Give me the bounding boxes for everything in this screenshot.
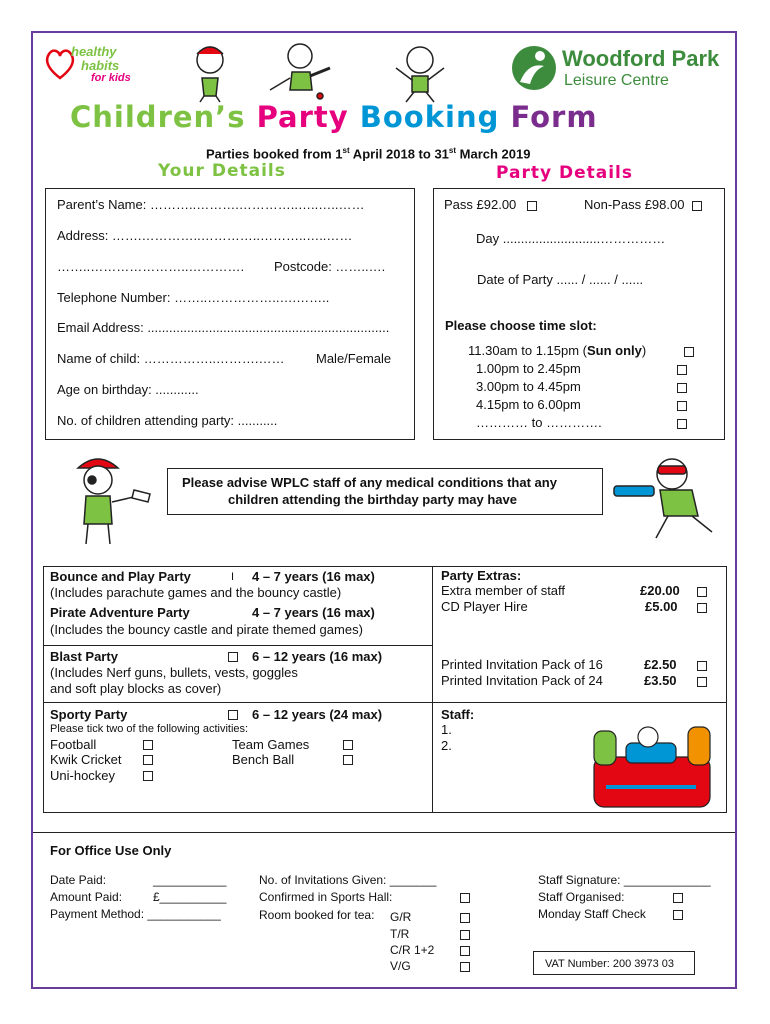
time-slot-2[interactable]: 1.00pm to 2.45pm xyxy=(476,361,581,376)
activity-bench-ball[interactable]: Bench Ball xyxy=(232,752,295,767)
staff-line-1[interactable]: 1. xyxy=(441,722,452,737)
invite-24-label: Printed Invitation Pack of 24 xyxy=(441,673,603,688)
room-vg: V/G xyxy=(390,959,411,973)
parent-name-field[interactable]: Parent’s Name: ………..……….…………..…..…..…… xyxy=(57,197,365,212)
date-paid-label: Date Paid: xyxy=(50,873,107,887)
payment-method-field[interactable]: Payment Method: ___________ xyxy=(50,907,221,921)
time-slot-1[interactable]: 11.30am to 1.15pm (Sun only) xyxy=(468,343,647,358)
invite-16-label: Printed Invitation Pack of 16 xyxy=(441,657,603,672)
bounce-party-mark[interactable]: I xyxy=(231,571,235,583)
staff-organised-label: Staff Organised: xyxy=(538,890,625,904)
blast-party-ages: 6 – 12 years (16 max) xyxy=(252,649,383,664)
activity-kwik-cricket[interactable]: Kwik Cricket xyxy=(50,752,122,767)
time-slot-5[interactable]: ………… to …………. xyxy=(476,415,602,430)
pass-option[interactable]: Pass £92.00 xyxy=(444,197,537,213)
age-field[interactable]: Age on birthday: ............ xyxy=(57,382,199,397)
invite-16-price: £2.50 xyxy=(644,657,677,672)
your-details-heading: Your Details xyxy=(158,161,286,181)
non-pass-checkbox[interactable] xyxy=(692,201,702,211)
blast-party-desc1: (Includes Nerf guns, bullets, vests, goggles xyxy=(50,665,298,680)
sports-hall-label: Confirmed in Sports Hall: xyxy=(259,890,393,904)
monday-check-checkbox[interactable] xyxy=(673,910,683,920)
time-slot-heading: Please choose time slot: xyxy=(445,318,597,333)
room-tr-checkbox[interactable] xyxy=(460,930,470,940)
amount-paid-field[interactable]: £__________ xyxy=(153,890,227,904)
extra-staff-checkbox[interactable] xyxy=(697,587,707,597)
child-name-field[interactable]: Name of child: ……………..……….…… xyxy=(57,351,285,366)
bounce-party-ages: 4 – 7 years (16 max) xyxy=(252,569,375,584)
pirate-party-ages: 4 – 7 years (16 max) xyxy=(252,605,375,620)
page-title: Children’s Party Booking Form xyxy=(70,100,598,134)
room-cr-checkbox[interactable] xyxy=(460,946,470,956)
room-tr: T/R xyxy=(390,927,410,941)
monday-check-label: Monday Staff Check xyxy=(538,907,646,921)
uni-hockey-checkbox[interactable] xyxy=(143,771,153,781)
party-details-heading: Party Details xyxy=(496,163,633,183)
date-field[interactable]: Date of Party ...... / ...... / ...... xyxy=(477,272,644,287)
activity-football[interactable]: Football xyxy=(50,737,97,752)
room-vg-checkbox[interactable] xyxy=(460,962,470,972)
time-slot-3-checkbox[interactable] xyxy=(677,383,687,393)
bench-ball-checkbox[interactable] xyxy=(343,755,353,765)
non-pass-option[interactable]: Non-Pass £98.00 xyxy=(584,197,702,213)
room-tea-label: Room booked for tea: xyxy=(259,908,375,922)
address-line2-field[interactable]: ……..…………………..…………. xyxy=(57,259,245,274)
extra-staff-price: £20.00 xyxy=(640,583,680,598)
pirate-party-name: Pirate Adventure Party xyxy=(50,605,190,620)
time-slot-3[interactable]: 3.00pm to 4.45pm xyxy=(476,379,581,394)
staff-signature-field[interactable]: Staff Signature: _____________ xyxy=(538,873,711,887)
sporty-party-ages: 6 – 12 years (24 max) xyxy=(252,707,383,722)
cartoon-kids-illustration xyxy=(170,38,480,104)
bounce-party-name: Bounce and Play Party xyxy=(50,569,191,584)
extras-heading: Party Extras: xyxy=(441,568,522,583)
leisure-centre-icon xyxy=(510,44,558,92)
extra-staff-label: Extra member of staff xyxy=(441,583,566,598)
time-slot-4-checkbox[interactable] xyxy=(677,401,687,411)
children-attending-field[interactable]: No. of children attending party: ........... xyxy=(57,413,278,428)
sporty-party-name: Sporty Party xyxy=(50,707,128,722)
office-heading: For Office Use Only xyxy=(50,843,172,858)
invitations-given-field[interactable]: No. of Invitations Given: _______ xyxy=(259,873,437,887)
row-divider xyxy=(43,645,433,646)
kwik-cricket-checkbox[interactable] xyxy=(143,755,153,765)
sporty-instructions: Please tick two of the following activities: xyxy=(50,723,249,735)
room-gr-checkbox[interactable] xyxy=(460,913,470,923)
invite-16-checkbox[interactable] xyxy=(697,661,707,671)
cd-player-price: £5.00 xyxy=(645,599,678,614)
cd-player-label: CD Player Hire xyxy=(441,599,528,614)
gender-field[interactable]: Male/Female xyxy=(316,351,392,366)
bounce-party-desc: (Includes parachute games and the bouncy castle) xyxy=(50,585,342,600)
email-field[interactable]: Email Address: ................................................................... xyxy=(57,320,390,335)
pass-checkbox[interactable] xyxy=(527,201,537,211)
time-slot-4[interactable]: 4.15pm to 6.00pm xyxy=(476,397,581,412)
address-field[interactable]: Address: …….…………..…………..………..…..…… xyxy=(57,228,353,243)
activity-uni-hockey[interactable]: Uni-hockey xyxy=(50,768,116,783)
room-cr: C/R 1+2 xyxy=(390,943,435,957)
office-divider xyxy=(33,832,735,833)
date-paid-field[interactable]: ___________ xyxy=(153,873,227,887)
nerf-kid-illustration xyxy=(612,452,727,547)
woodford-park-logo: Woodford Park Leisure Centre xyxy=(510,44,730,94)
subtitle: Parties booked from 1st April 2018 to 31st March 2019 xyxy=(206,146,531,162)
row-divider xyxy=(43,702,727,703)
blast-party-name: Blast Party xyxy=(50,649,118,664)
staff-line-2[interactable]: 2. xyxy=(441,738,452,753)
medical-notice-line1: Please advise WPLC staff of any medical conditions that any xyxy=(182,475,557,490)
bouncy-castle-illustration xyxy=(586,717,718,811)
cd-player-checkbox[interactable] xyxy=(697,603,707,613)
invite-24-price: £3.50 xyxy=(644,673,677,688)
time-slot-2-checkbox[interactable] xyxy=(677,365,687,375)
staff-organised-checkbox[interactable] xyxy=(673,893,683,903)
medical-notice-line2: children attending the birthday party may have xyxy=(228,492,517,507)
postcode-field[interactable]: Postcode: ……..…. xyxy=(274,259,386,274)
team-games-checkbox[interactable] xyxy=(343,740,353,750)
time-slot-5-checkbox[interactable] xyxy=(677,419,687,429)
pirate-kid-illustration xyxy=(68,450,158,550)
party-table-divider xyxy=(432,566,433,813)
sporty-party-checkbox[interactable] xyxy=(228,710,238,720)
blast-party-checkbox[interactable] xyxy=(228,652,238,662)
amount-paid-label: Amount Paid: xyxy=(50,890,123,904)
sports-hall-checkbox[interactable] xyxy=(460,893,470,903)
staff-heading: Staff: xyxy=(441,707,475,722)
vat-number: VAT Number: 200 3973 03 xyxy=(545,958,675,970)
activity-team-games[interactable]: Team Games xyxy=(232,737,310,752)
invite-24-checkbox[interactable] xyxy=(697,677,707,687)
your-details-box xyxy=(45,188,415,440)
healthy-habits-logo: healthy habits for kids xyxy=(45,40,140,95)
football-checkbox[interactable] xyxy=(143,740,153,750)
time-slot-1-checkbox[interactable] xyxy=(684,347,694,357)
telephone-field[interactable]: Telephone Number: ……..……………..….…….. xyxy=(57,290,330,305)
pirate-party-desc: (Includes the bouncy castle and pirate themed games) xyxy=(50,622,363,637)
room-gr: G/R xyxy=(390,910,412,924)
day-field[interactable]: Day ...........................…………… xyxy=(476,231,666,246)
blast-party-desc2: and soft play blocks as cover) xyxy=(50,681,222,696)
